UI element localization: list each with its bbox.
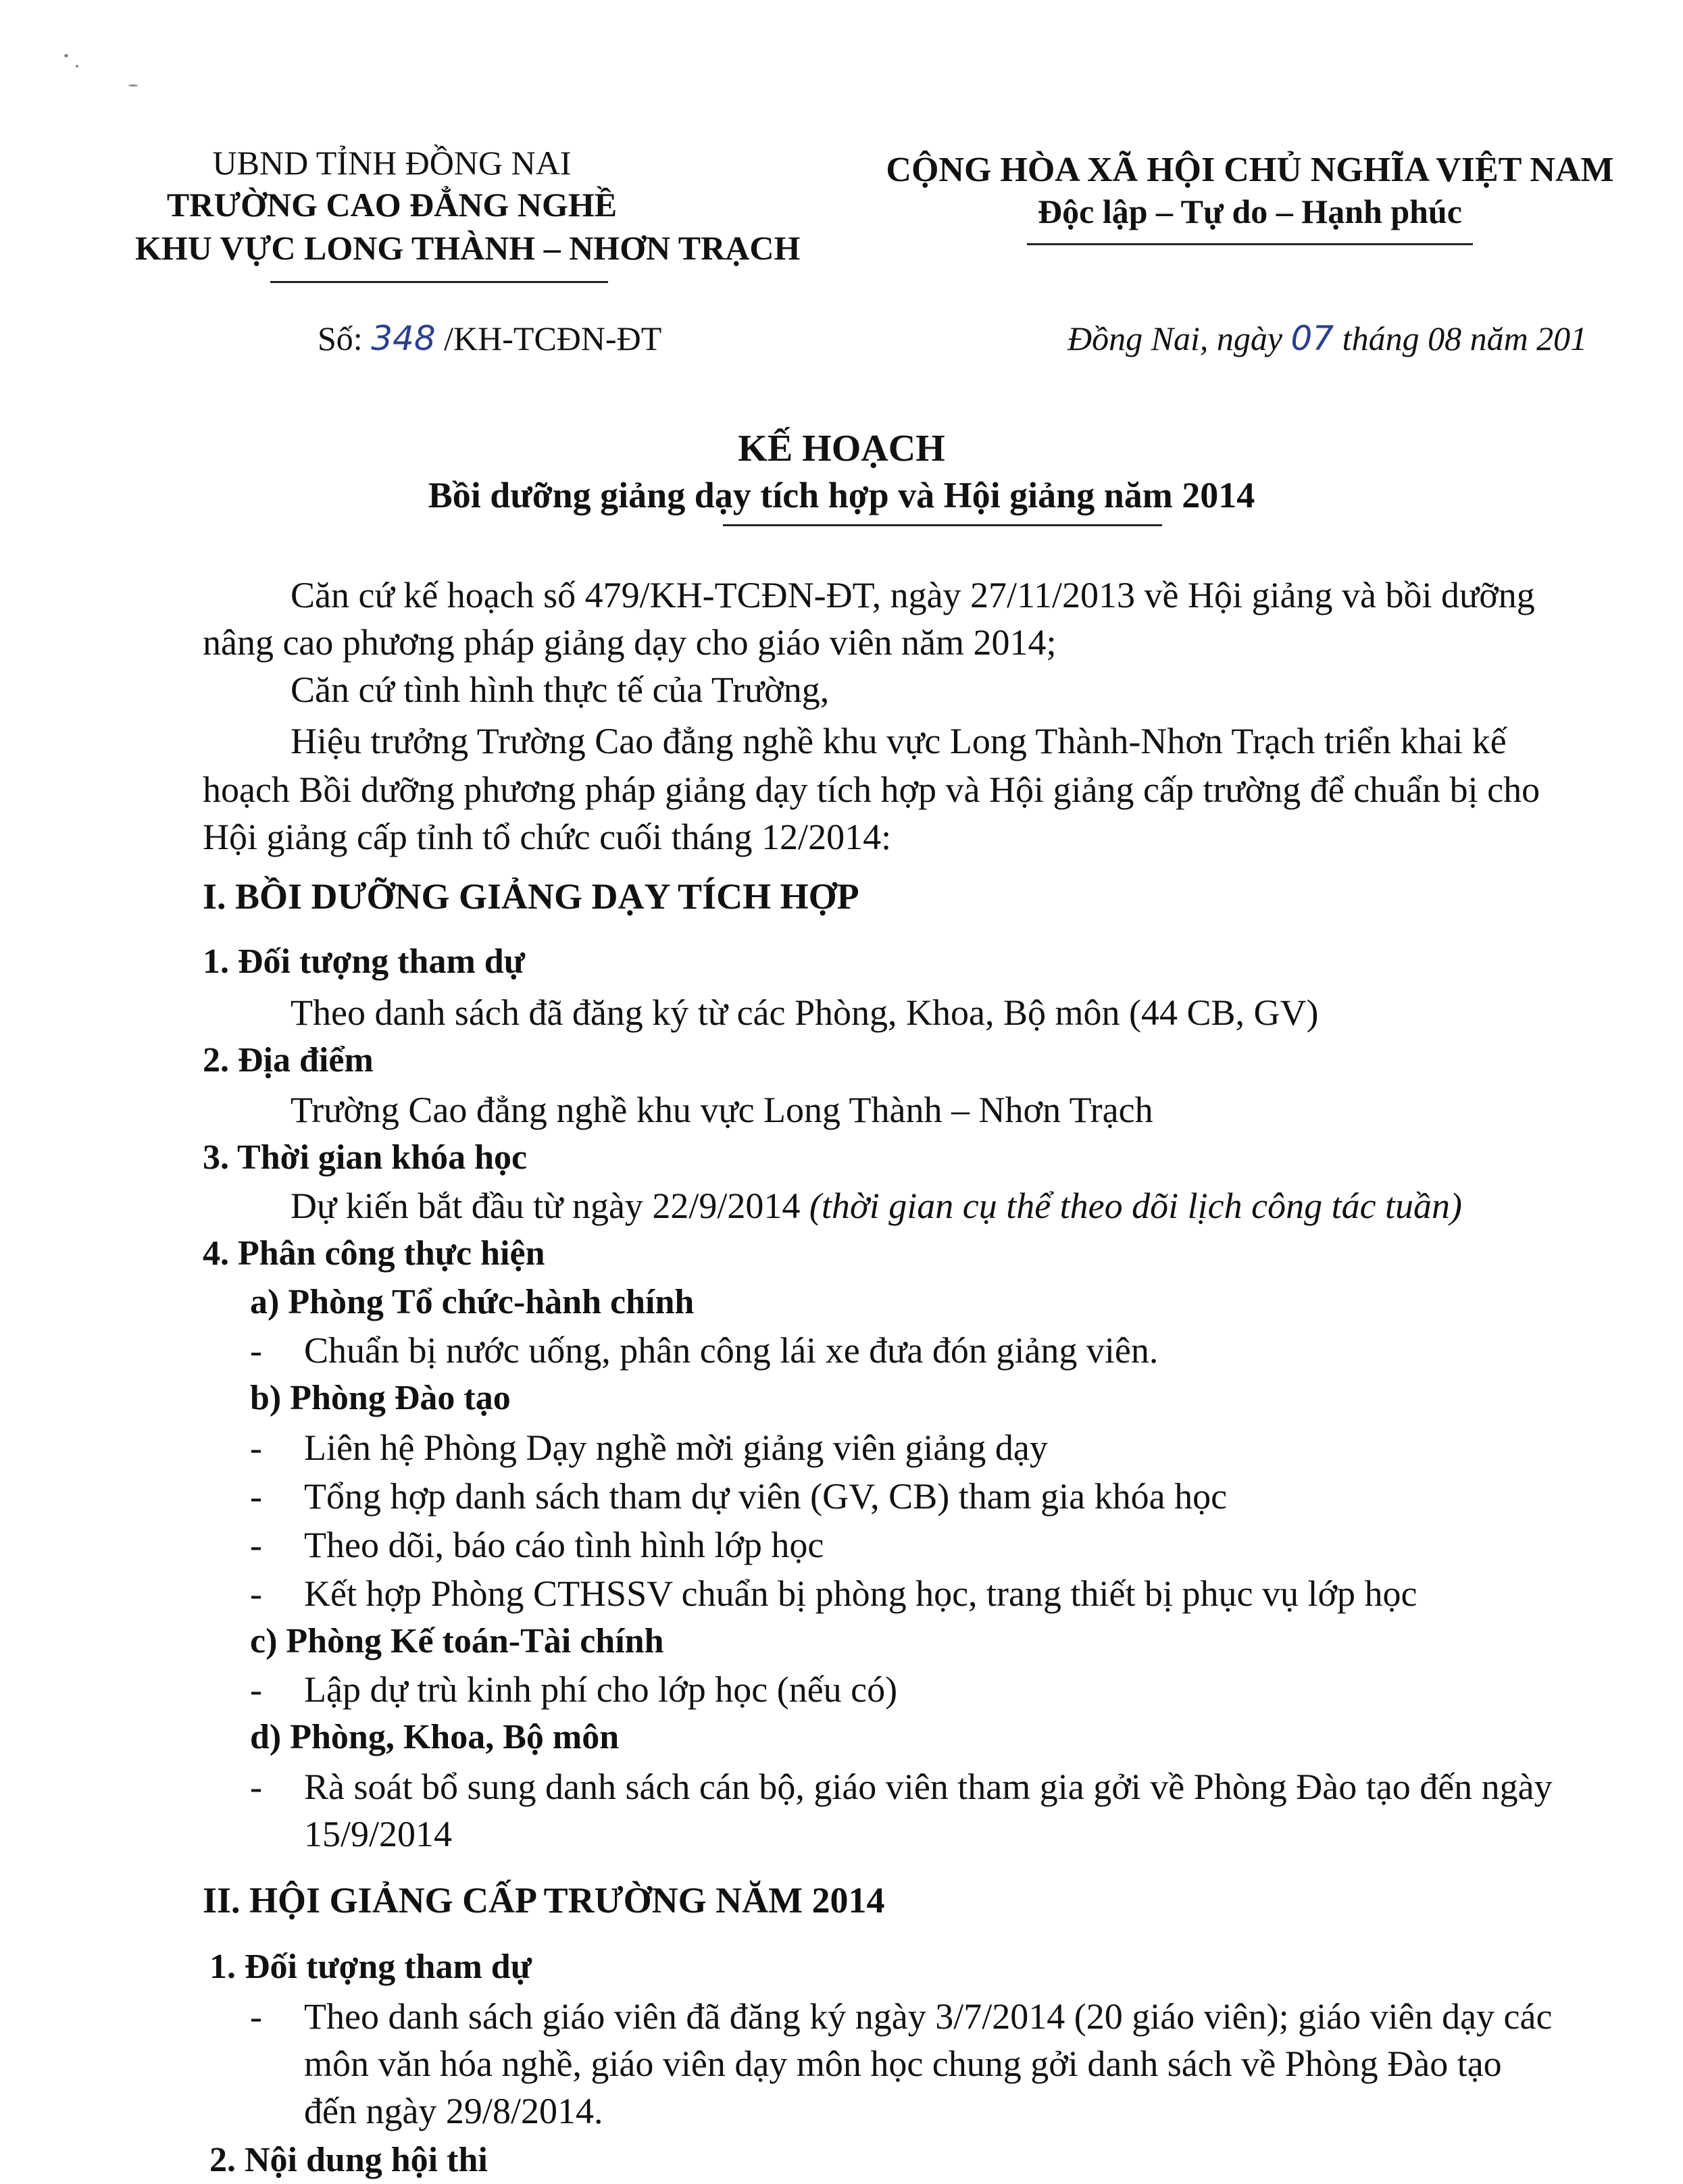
assign-d-heading: d) Phòng, Khoa, Bộ môn — [250, 1718, 620, 1756]
scan-speck — [64, 54, 68, 57]
header-right-underline — [1027, 243, 1473, 245]
intro-p1-line2: nâng cao phương pháp giảng dạy cho giáo viên năm 2014; — [203, 622, 1057, 663]
dash-marker: - — [250, 1573, 262, 1614]
s1-participants-text: Theo danh sách đã đăng ký từ các Phòng, Khoa, Bộ môn (44 CB, GV) — [291, 992, 1319, 1033]
date-suffix: tháng 08 năm 201 — [1342, 320, 1588, 357]
doc-number-prefix: Số: — [318, 320, 363, 357]
s1-location-text: Trường Cao đẳng nghề khu vực Long Thành – Nhơn Trạch — [291, 1090, 1153, 1130]
intro-p1-line1: Căn cứ kế hoạch số 479/KH-TCĐN-ĐT, ngày 27/11/2013 về Hội giảng và bồi dưỡng — [291, 575, 1535, 615]
intro-p3-line2: hoạch Bồi dưỡng phương pháp giảng dạy tích hợp và Hội giảng cấp trường để chuẩn bị cho — [203, 769, 1540, 810]
s1-time-line — [291, 1185, 1462, 1227]
s2-participants-line2: môn văn hóa nghề, giáo viên dạy môn học chung gởi danh sách về Phòng Đào tạo — [304, 2043, 1502, 2084]
dash-marker: - — [250, 1330, 262, 1371]
doc-number-suffix: /KH-TCĐN-ĐT — [444, 320, 662, 357]
section1-heading: I. BỒI DƯỠNG GIẢNG DẠY TÍCH HỢP — [203, 876, 859, 917]
s1-time-text: Dự kiến bắt đầu từ ngày 22/9/2014 — [291, 1186, 801, 1226]
dash-marker: - — [250, 1996, 262, 2037]
intro-p3-line3: Hội giảng cấp tỉnh tổ chức cuối tháng 12/2014: — [203, 817, 892, 857]
date-line — [1067, 319, 1587, 358]
s2-subheading-content: 2. Nội dung hội thi — [209, 2141, 488, 2179]
assign-c-item: Lập dự trù kinh phí cho lớp học (nếu có) — [304, 1669, 898, 1710]
dash-marker: - — [250, 1669, 262, 1710]
dash-marker: - — [250, 1767, 262, 1807]
title-underline — [723, 524, 1162, 526]
assign-b-heading: b) Phòng Đào tạo — [250, 1379, 511, 1417]
assign-d-item-line2: 15/9/2014 — [304, 1814, 453, 1854]
s2-participants-line1: Theo danh sách giáo viên đã đăng ký ngày 3/7/2014 (20 giáo viên); giáo viên dạy các — [304, 1996, 1553, 2037]
s1-subheading-assignment: 4. Phân công thực hiện — [203, 1234, 545, 1273]
assign-a-heading: a) Phòng Tổ chức-hành chính — [250, 1283, 695, 1321]
scan-speck — [76, 65, 78, 68]
doc-number-handwritten: 348 — [371, 319, 436, 358]
header-motto: Độc lập – Tự do – Hạnh phúc — [1038, 193, 1462, 230]
intro-p3-line1: Hiệu trưởng Trường Cao đẳng nghề khu vực Long Thành-Nhơn Trạch triển khai kế — [291, 721, 1507, 761]
header-school: TRƯỜNG CAO ĐẲNG NGHỀ — [166, 186, 618, 224]
date-handwritten-day: 07 — [1290, 319, 1334, 358]
doc-title: KẾ HOẠCH — [738, 428, 945, 469]
s2-participants-line3: đến ngày 29/8/2014. — [304, 2091, 603, 2131]
dash-marker: - — [250, 1525, 262, 1565]
doc-number — [318, 319, 661, 358]
scan-speck — [128, 84, 138, 86]
header-country: CỘNG HÒA XÃ HỘI CHỦ NGHĨA VIỆT NAM — [886, 151, 1614, 189]
s1-subheading-location: 2. Địa điểm — [203, 1041, 374, 1080]
assign-b-item: Liên hệ Phòng Dạy nghề mời giảng viên giảng dạy — [304, 1427, 1048, 1468]
assign-b-item: Tổng hợp danh sách tham dự viên (GV, CB) tham gia khóa học — [304, 1476, 1228, 1517]
s1-subheading-time: 3. Thời gian khóa học — [203, 1138, 528, 1177]
header-province: UBND TỈNH ĐỒNG NAI — [212, 144, 572, 182]
header-region: KHU VỰC LONG THÀNH – NHƠN TRẠCH — [135, 229, 801, 267]
assign-a-item: Chuẩn bị nước uống, phân công lái xe đưa đón giảng viên. — [304, 1330, 1159, 1371]
s2-subheading-participants: 1. Đối tượng tham dự — [209, 1948, 532, 1986]
intro-p2: Căn cứ tình hình thực tế của Trường, — [291, 669, 830, 710]
assign-c-heading: c) Phòng Kế toán-Tài chính — [250, 1622, 664, 1660]
doc-subtitle: Bồi dưỡng giảng dạy tích hợp và Hội giảng năm 2014 — [428, 475, 1255, 515]
s1-time-note: (thời gian cụ thể theo dõi lịch công tác tuần) — [809, 1186, 1463, 1226]
section2-heading: II. HỘI GIẢNG CẤP TRƯỜNG NĂM 2014 — [203, 1880, 885, 1921]
header-left-underline — [270, 281, 608, 283]
assign-d-item-line1: Rà soát bổ sung danh sách cán bộ, giáo viên tham gia gởi về Phòng Đào tạo đến ngày — [304, 1767, 1553, 1807]
assign-b-item: Kết hợp Phòng CTHSSV chuẩn bị phòng học, trang thiết bị phục vụ lớp học — [304, 1573, 1417, 1614]
date-prefix: Đồng Nai, ngày — [1067, 320, 1283, 357]
dash-marker: - — [250, 1476, 262, 1517]
s1-subheading-participants: 1. Đối tượng tham dự — [203, 942, 525, 981]
assign-b-item: Theo dõi, báo cáo tình hình lớp học — [304, 1525, 824, 1565]
dash-marker: - — [250, 1427, 262, 1468]
